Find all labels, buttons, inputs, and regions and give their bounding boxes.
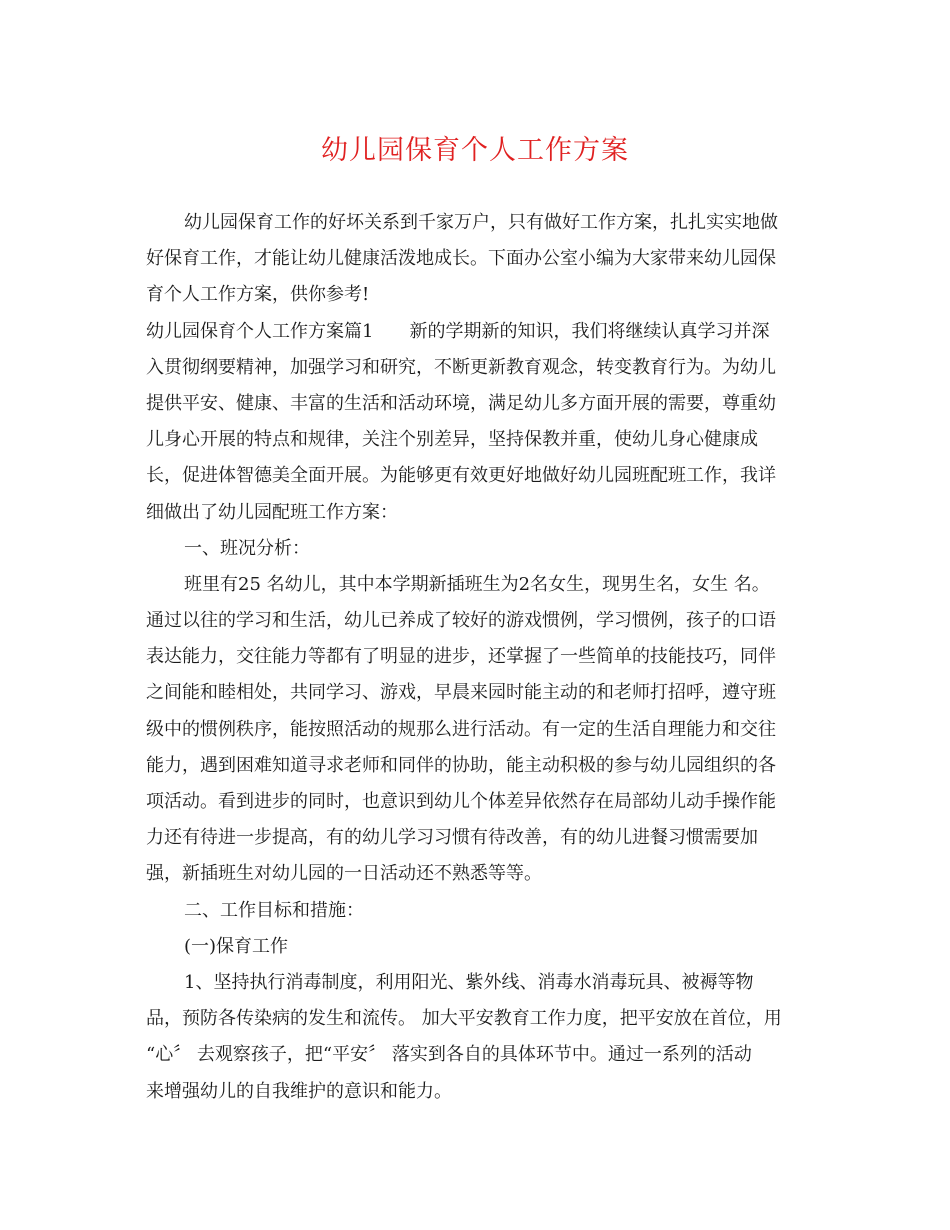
paragraph-line: 1、坚持执行消毒制度，利用阳光、紫外线、消毒水消毒玩具、被褥等物 bbox=[184, 971, 754, 993]
paragraph-line: 通过以往的学习和生活，幼儿已养成了较好的游戏惯例，学习惯例，孩子的口语 bbox=[146, 610, 776, 632]
paragraph-line: 细做出了幼儿园配班工作方案： bbox=[146, 501, 398, 523]
section-heading: 二、工作目标和措施： bbox=[184, 899, 364, 921]
paragraph-line: 好保育工作，才能让幼儿健康活泼地成长。下面办公室小编为大家带来幼儿园保 bbox=[146, 248, 776, 270]
paragraph-line: 表达能力，交往能力等都有了明显的进步，还掌握了一些简单的技能技巧，同伴 bbox=[146, 646, 776, 668]
paragraph-line: 之间能和睦相处，共同学习、游戏，早晨来园时能主动的和老师打招呼，遵守班 bbox=[146, 682, 776, 704]
paragraph-line: 能力，遇到困难知道寻求老师和同伴的协助，能主动积极的参与幼儿园组织的各 bbox=[146, 754, 776, 776]
paragraph-line: 幼儿园保育个人工作方案篇1 新的学期新的知识，我们将继续认真学习并深 bbox=[146, 320, 770, 342]
paragraph-line: 幼儿园保育工作的好坏关系到千家万户，只有做好工作方案，扎扎实实地做 bbox=[184, 212, 778, 233]
paragraph-line: 项活动。看到进步的同时，也意识到幼儿个体差异依然存在局部幼儿动手操作能 bbox=[146, 791, 776, 812]
paragraph-line: 级中的惯例秩序，能按照活动的规那么进行活动。有一定的生活自理能力和交往 bbox=[146, 718, 776, 740]
paragraph-line: 入贯彻纲要精神，加强学习和研究，不断更新教育观念，转变教育行为。为幼儿 bbox=[146, 356, 776, 378]
paragraph-line: 力还有待进一步提高，有的幼儿学习习惯有待改善，有的幼儿进餐习惯需要加 bbox=[146, 827, 758, 849]
paragraph-line: 长，促进体智德美全面开展。为能够更有效更好地做好幼儿园班配班工作，我详 bbox=[146, 465, 776, 487]
paragraph-line: 儿身心开展的特点和规律，关注个别差异，坚持保教并重，使幼儿身心健康成 bbox=[146, 429, 758, 451]
paragraph-line: 育个人工作方案，供你参考! bbox=[146, 284, 370, 306]
paragraph-line: 强，新插班生对幼儿园的一日活动还不熟悉等等。 bbox=[146, 863, 542, 885]
section-heading: 一、班况分析： bbox=[184, 537, 310, 559]
paragraph-line: 来增强幼儿的自我维护的意识和能力。 bbox=[146, 1080, 452, 1102]
subsection-heading: (一)保育工作 bbox=[184, 935, 289, 957]
document-title: 幼儿园保育个人工作方案 bbox=[321, 135, 629, 166]
paragraph-line: “心〞 去观察孩子，把“平安〞 落实到各自的具体环节中。通过一系列的活动 bbox=[146, 1044, 752, 1066]
document-body bbox=[146, 205, 806, 1110]
paragraph-line: 提供平安、健康、丰富的生活和活动环境，满足幼儿多方面开展的需要，尊重幼 bbox=[146, 392, 776, 414]
paragraph-line: 品，预防各传染病的发生和流传。 加大平安教育工作力度，把平安放在首位，用 bbox=[146, 1008, 782, 1030]
paragraph-line: 班里有25 名幼儿，其中本学期新插班生为2名女生，现男生名，女生 名。 bbox=[184, 573, 770, 595]
